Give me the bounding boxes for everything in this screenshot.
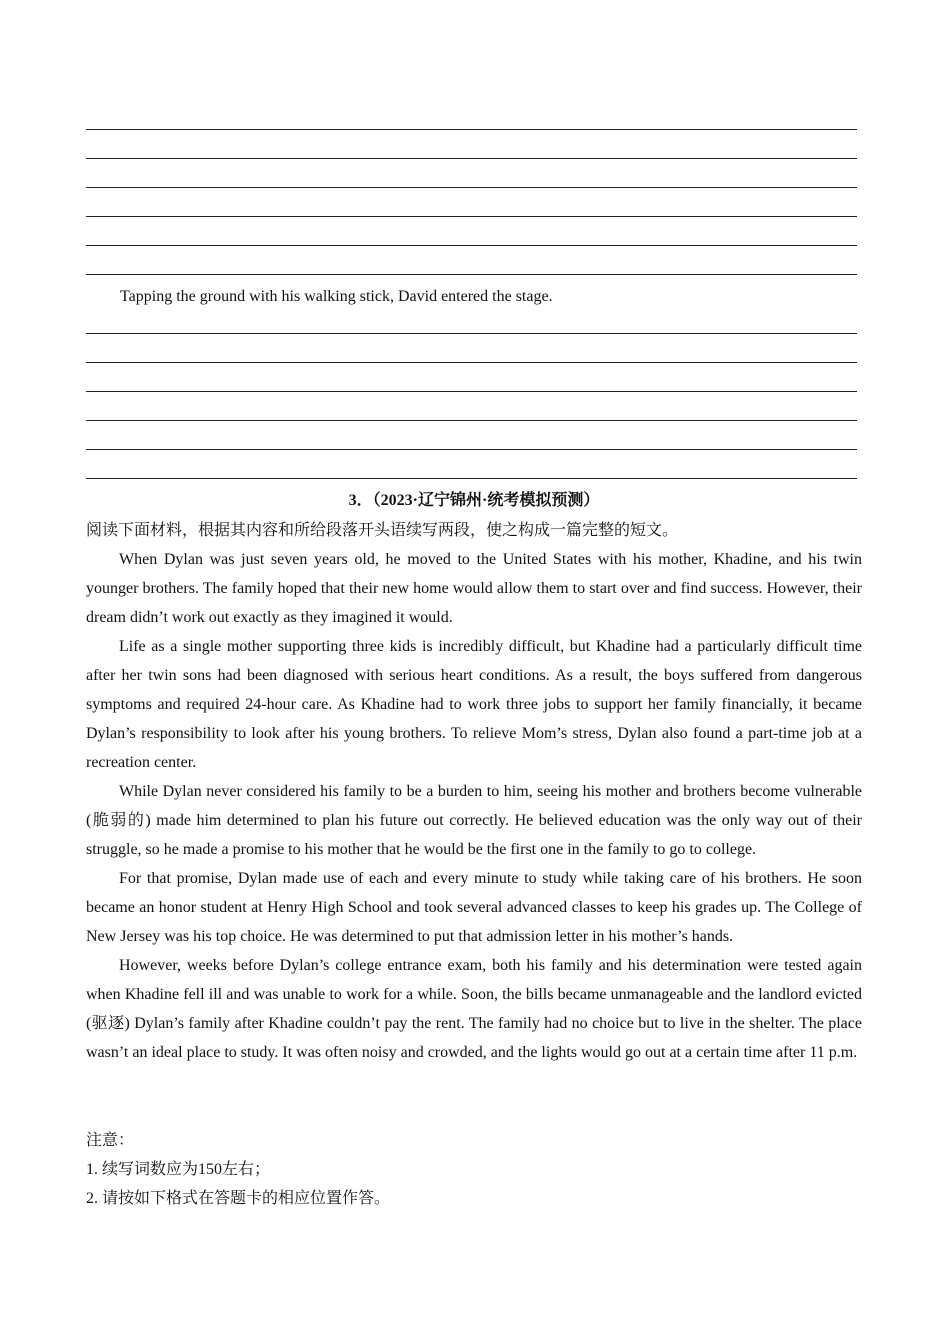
passage: [86, 545, 862, 1067]
passage-paragraph: Life as a single mother supporting three kids is incredibly difficult, but Khadine had a particularly difficult time after her twin sons had been diagnosed with serious heart conditions. As a result, the boys suffered from dangerous symptoms and required 24-hour care. As Khadine had to work three jobs to support her family financially, it became Dylan’s responsibility to look after his young brothers. To relieve Mom’s stress, Dylan also found a part-time job at a recreation center.: [86, 638, 862, 771]
answer-line: [86, 245, 857, 246]
answer-line: [86, 478, 857, 479]
passage-paragraph: While Dylan never considered his family to be a burden to him, seeing his mother and brothers become vulnerable (脆弱的) made him determined to plan his future out correctly. He believed education was the only way out of their struggle, so he made a promise to his mother that he would be the first one in the family to go to college.: [86, 783, 862, 858]
question-instruction: 阅读下面材料，根据其内容和所给段落开头语续写两段，使之构成一篇完整的短文。: [86, 522, 679, 539]
passage-paragraph: When Dylan was just seven years old, he moved to the United States with his mother, Khadine, and his twin younger brothers. The family hoped that their new home would allow them to start over and find success. However, their dream didn’t work out exactly as they imagined it would.: [86, 551, 862, 626]
passage-paragraph: However, weeks before Dylan’s college entrance exam, both his family and his determination were tested again when Khadine fell ill and was unable to work for a while. Soon, the bills became unmanageable and the landlord evicted (驱逐) Dylan’s family after Khadine couldn’t pay the rent. The family had no choice but to live in the shelter. The place wasn’t an ideal place to study. It was often noisy and crowded, and the lights would go out at a certain time after 11 p.m.: [86, 957, 862, 1061]
answer-line: [86, 187, 857, 188]
continuation-prompt: Tapping the ground with his walking stick, David entered the stage.: [120, 288, 553, 305]
note-item: 1. 续写词数应为150左右；: [86, 1161, 271, 1178]
answer-line: [86, 391, 857, 392]
answer-line: [86, 129, 857, 130]
answer-line: [86, 333, 857, 334]
notes-heading: 注意：: [86, 1132, 135, 1149]
passage-paragraph: For that promise, Dylan made use of each and every minute to study while taking care of his brothers. He soon became an honor student at Henry High School and took several advanced classes to keep his grades up. The College of New Jersey was his top choice. He was determined to put that admission letter in his mother’s hands.: [86, 870, 862, 945]
note-item: 2. 请按如下格式在答题卡的相应位置作答。: [86, 1190, 391, 1207]
answer-line: [86, 158, 857, 159]
question-title: 3．（2023·辽宁锦州·统考模拟预测）: [348, 492, 600, 509]
answer-line: [86, 420, 857, 421]
answer-line: [86, 362, 857, 363]
answer-line: [86, 216, 857, 217]
answer-line: [86, 449, 857, 450]
answer-line: [86, 274, 857, 275]
